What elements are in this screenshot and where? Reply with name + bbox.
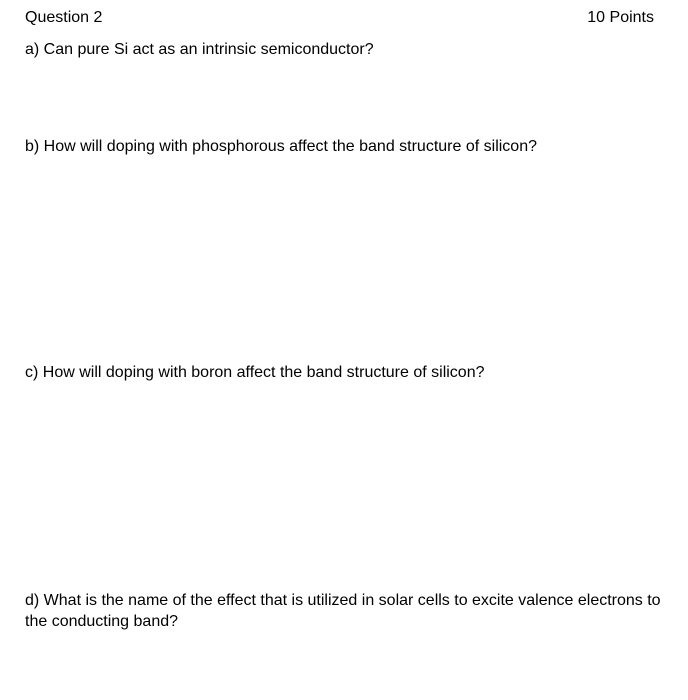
question-title: Question 2 [25,9,103,26]
question-points: 10 Points [587,9,654,26]
question-part-a: a) Can pure Si act as an intrinsic semiconductor? [25,41,374,58]
question-part-c: c) How will doping with boron affect the band structure of silicon? [25,364,485,381]
question-part-d: d) What is the name of the effect that is utilized in solar cells to excite valence electrons to the conducting band? [25,592,661,630]
question-part-b: b) How will doping with phosphorous affect the band structure of silicon? [25,138,537,155]
